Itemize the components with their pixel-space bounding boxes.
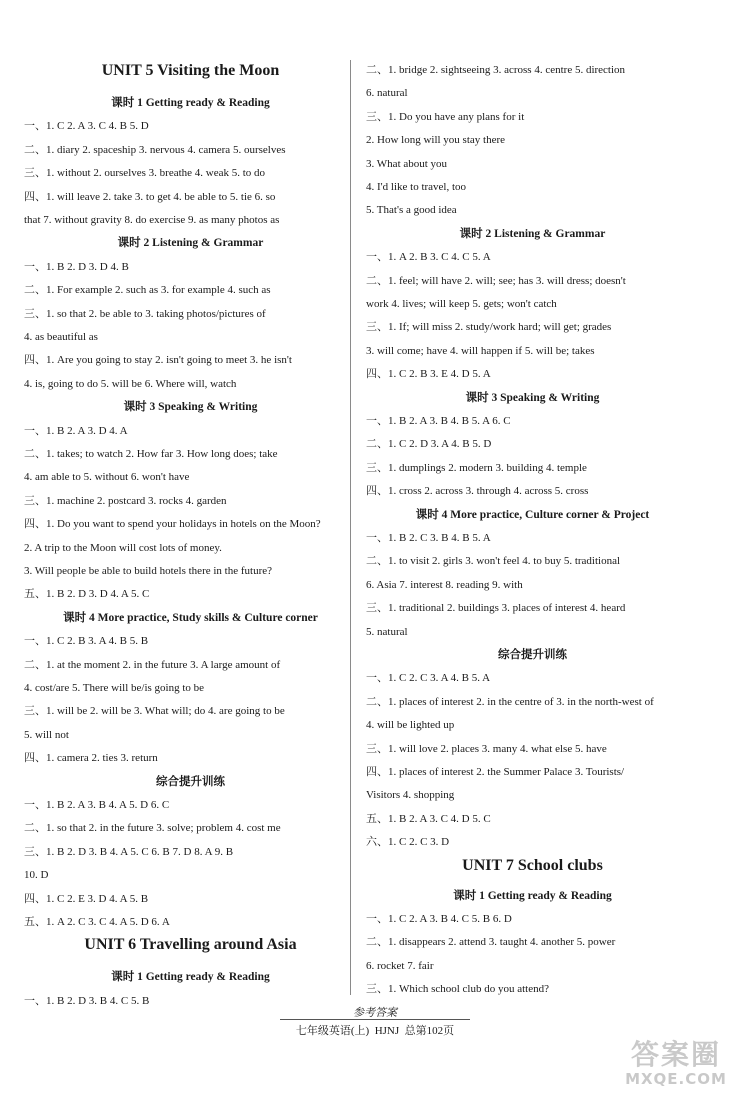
lesson-heading: 综合提升训练 <box>156 775 225 788</box>
footer-book: 七年级英语(上) <box>295 1025 370 1037</box>
answer-line: 2. A trip to the Moon will cost lots of money. <box>24 541 222 554</box>
watermark-title: 答案圈 <box>630 1038 721 1071</box>
answer-line: 二、1. For example 2. such as 3. for example 4. such as <box>24 284 271 297</box>
lesson-heading: 课时 3 Speaking & Writing <box>465 391 600 404</box>
answer-line: 5. will not <box>24 728 69 741</box>
lesson-heading: 课时 2 Listening & Grammar <box>459 227 606 240</box>
watermark-logo <box>612 1040 740 1090</box>
lesson-heading: 课时 4 More practice, Culture corner & Project <box>415 508 650 521</box>
footer-rule <box>280 1019 470 1020</box>
lesson-heading: 课时 2 Listening & Grammar <box>117 237 264 250</box>
lesson-heading: 综合提升训练 <box>498 649 567 661</box>
answer-line: 3. Will people be able to build hotels there in the future? <box>24 565 273 577</box>
footer-info <box>260 1022 490 1038</box>
footer-code: HJNJ <box>374 1025 400 1037</box>
answer-line: 二、1. places of interest 2. in the centre of 3. in the north-west of <box>366 695 654 708</box>
answer-line: 三、1. Which school club do you attend? <box>366 983 549 996</box>
answer-line: 5. natural <box>366 625 408 638</box>
answer-line: 二、1. feel; will have 2. will; see; has 3. will dress; doesn't <box>366 274 626 287</box>
answer-line: 5. That's a good idea <box>366 204 457 217</box>
answer-line: 二、1. diary 2. spaceship 3. nervous 4. camera 5. ourselves <box>24 143 286 156</box>
answer-line: 一、1. B 2. C 3. B 4. B 5. A <box>366 532 491 544</box>
answer-line: 四、1. camera 2. ties 3. return <box>24 752 158 765</box>
answer-line: 四、1. Are you going to stay 2. isn't going to meet 3. he isn't <box>24 354 292 367</box>
answer-line: 二、1. so that 2. in the future 3. solve; problem 4. cost me <box>24 822 281 835</box>
answer-line: 三、1. dumplings 2. modern 3. building 4. temple <box>366 461 587 474</box>
answer-line: Visitors 4. shopping <box>366 789 455 802</box>
answer-line: 三、1. Do you have any plans for it <box>366 110 525 123</box>
answer-line: 五、1. A 2. C 3. C 4. A 5. D 6. A <box>24 916 170 928</box>
answer-line: 10. D <box>24 869 49 882</box>
answer-line: 4. I'd like to travel, too <box>366 181 467 193</box>
answer-line: 二、1. to visit 2. girls 3. won't feel 4. to buy 5. traditional <box>366 555 621 568</box>
answer-line: 4. am able to 5. without 6. won't have <box>24 471 190 484</box>
answer-line: 3. will come; have 4. will happen if 5. will be; takes <box>366 344 595 357</box>
answer-line: 三、1. so that 2. be able to 3. taking photos/pictures of <box>24 307 266 320</box>
answer-line: 一、1. B 2. A 3. B 4. B 5. A 6. C <box>366 415 511 427</box>
answer-line: 二、1. takes; to watch 2. How far 3. How long does; take <box>24 448 278 460</box>
answer-line: 二、1. bridge 2. sightseeing 3. across 4. centre 5. direction <box>366 64 626 76</box>
answer-line: 6. natural <box>366 87 408 100</box>
lesson-heading: 课时 4 More practice, Study skills & Culture corner <box>63 611 318 624</box>
footer-title: 参考答案 <box>353 1007 397 1019</box>
answer-line: 一、1. B 2. D 3. B 4. C 5. B <box>24 994 150 1007</box>
answer-line: 四、1. Do you want to spend your holidays in hotels on the Moon? <box>24 518 321 531</box>
answer-line: 三、1. without 2. ourselves 3. breathe 4. weak 5. to do <box>24 167 266 180</box>
answer-line: 三、1. If; will miss 2. study/work hard; will get; grades <box>366 321 612 334</box>
lesson-heading: 课时 1 Getting ready & Reading <box>453 889 612 902</box>
answer-line: 三、1. machine 2. postcard 3. rocks 4. garden <box>24 494 227 507</box>
column-divider <box>350 60 351 995</box>
answer-line: 三、1. traditional 2. buildings 3. places of interest 4. heard <box>366 602 626 615</box>
answer-line: 六、1. C 2. C 3. D <box>366 836 450 849</box>
answer-line: 4. cost/are 5. There will be/is going to be <box>24 682 205 694</box>
answer-line: 三、1. will be 2. will be 3. What will; do 4. are going to be <box>24 705 285 718</box>
answer-line: 二、1. C 2. D 3. A 4. B 5. D <box>366 438 492 451</box>
answer-line: 四、1. cross 2. across 3. through 4. across 5. cross <box>366 485 589 498</box>
answer-line: 4. as beautiful as <box>24 331 98 343</box>
lesson-heading: 课时 3 Speaking & Writing <box>123 401 258 414</box>
answer-line: 一、1. C 2. C 3. A 4. B 5. A <box>366 672 491 685</box>
answer-line: 二、1. disappears 2. attend 3. taught 4. another 5. power <box>366 936 616 949</box>
answer-line: 4. is, going to do 5. will be 6. Where will, watch <box>24 377 237 390</box>
answer-line: 四、1. C 2. B 3. E 4. D 5. A <box>366 368 491 381</box>
answer-line: 一、1. C 2. A 3. C 4. B 5. D <box>24 120 149 133</box>
answer-line: 3. What about you <box>366 157 448 170</box>
answer-line: 一、1. C 2. A 3. B 4. C 5. B 6. D <box>366 913 512 925</box>
answer-line: 4. will be lighted up <box>366 719 455 732</box>
unit-heading: UNIT 6 Travelling around Asia <box>84 936 297 954</box>
answer-line: 一、1. B 2. A 3. B 4. A 5. D 6. C <box>24 799 170 811</box>
answer-line: 三、1. B 2. D 3. B 4. A 5. C 6. B 7. D 8. A 9. B <box>24 845 234 858</box>
answer-line: 6. Asia 7. interest 8. reading 9. with <box>366 578 523 591</box>
answer-line: that 7. without gravity 8. do exercise 9. as many photos as <box>24 214 280 226</box>
answer-line: 四、1. will leave 2. take 3. to get 4. be able to 5. tie 6. so <box>24 190 276 203</box>
answer-line: 三、1. will love 2. places 3. many 4. what else 5. have <box>366 742 607 755</box>
unit-heading: UNIT 5 Visiting the Moon <box>101 62 280 79</box>
lesson-heading: 课时 1 Getting ready & Reading <box>111 971 270 984</box>
answer-line: 一、1. C 2. B 3. A 4. B 5. B <box>24 635 149 648</box>
answer-line: 五、1. B 2. A 3. C 4. D 5. C <box>366 812 491 825</box>
answer-line: 一、1. B 2. D 3. D 4. B <box>24 260 129 273</box>
watermark-url: MXQE.COM <box>625 1070 727 1088</box>
answer-line: 6. rocket 7. fair <box>366 959 434 972</box>
answer-line: 五、1. B 2. D 3. D 4. A 5. C <box>24 588 150 601</box>
answer-line: 2. How long will you stay there <box>366 134 506 147</box>
answer-line: 一、1. B 2. A 3. D 4. A <box>24 424 128 437</box>
lesson-heading: 课时 1 Getting ready & Reading <box>111 97 270 109</box>
answer-line: 四、1. places of interest 2. the Summer Palace 3. Tourists/ <box>366 766 625 778</box>
answer-line: 二、1. at the moment 2. in the future 3. A large amount of <box>24 658 281 671</box>
footer-page: 总第102页 <box>404 1025 455 1037</box>
answer-line: 一、1. A 2. B 3. C 4. C 5. A <box>366 251 491 264</box>
unit-heading: UNIT 7 School clubs <box>462 856 603 874</box>
answer-line: work 4. lives; will keep 5. gets; won't catch <box>366 298 557 310</box>
answer-line: 四、1. C 2. E 3. D 4. A 5. B <box>24 892 149 905</box>
